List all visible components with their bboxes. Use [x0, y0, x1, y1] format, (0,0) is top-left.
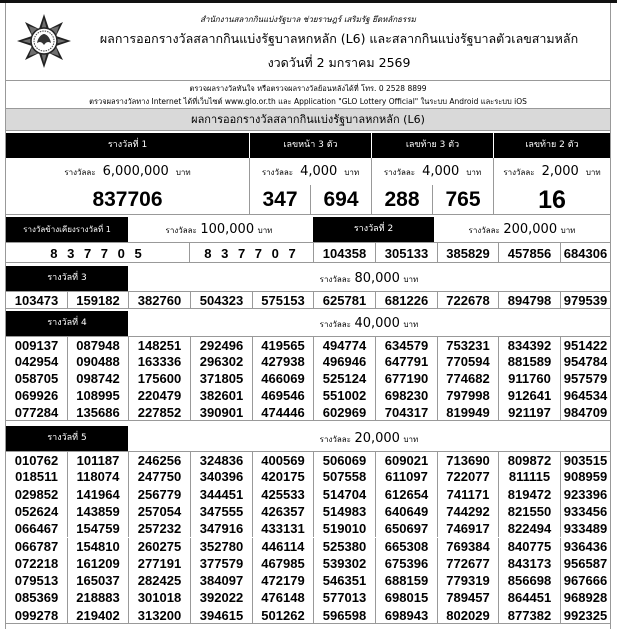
amount-currency: บาท [403, 435, 419, 444]
fourth-prize-header: รางวัลที่ 4 [6, 311, 128, 336]
fifth-prize-number: 344451 [190, 486, 252, 503]
fourth-prize-number: 634579 [375, 336, 437, 353]
fifth-prize-number: 154759 [67, 520, 128, 537]
fifth-prize-number: 476148 [252, 589, 313, 606]
fifth-prize-number: 501262 [252, 607, 313, 624]
fifth-prize-number: 819472 [498, 486, 560, 503]
fourth-prize-number: 087948 [67, 336, 128, 353]
fourth-prize-number: 175600 [128, 370, 190, 387]
third-prize-header: รางวัลที่ 3 [6, 266, 128, 291]
fifth-prize-number: 384097 [190, 572, 252, 589]
first-prize-header: รางวัลที่ 1 [6, 133, 249, 158]
fourth-prize-number: 148251 [128, 336, 190, 353]
amount-value: 200,000 [503, 222, 558, 237]
fifth-prize-number: 992325 [560, 607, 610, 624]
fourth-prize-number: 774682 [437, 370, 498, 387]
fifth-prize-amount [128, 426, 610, 451]
fifth-prize-number: 324836 [190, 451, 252, 468]
amount-currency: บาท [403, 275, 419, 284]
fourth-prize-number: 466069 [252, 370, 313, 387]
fifth-prize-number: 802029 [437, 607, 498, 624]
amount-prefix: รางวัลละ [468, 226, 500, 235]
amount-currency: บาท [257, 226, 273, 235]
fourth-prize-number: 647791 [375, 353, 437, 370]
fifth-prize-number: 260275 [128, 538, 190, 555]
fourth-prize-number: 496946 [313, 353, 375, 370]
second-prize-number: 104358 [313, 242, 375, 263]
amount-value: 100,000 [200, 222, 255, 237]
amount-value: 2,000 [541, 164, 579, 179]
third-prize-amount [128, 266, 610, 291]
org-motto: สำนักงานสลากกินแบ่งรัฐบาล ช่วยราษฎร์ เสริมรัฐ ยึดหลักธรรม [200, 15, 416, 24]
fifth-prize-number: 609021 [375, 451, 437, 468]
fifth-prize-number: 154810 [67, 538, 128, 555]
fifth-prize-number: 247750 [128, 468, 190, 485]
first-prize-number: 837706 [6, 185, 249, 215]
fifth-prize-number: 079513 [6, 572, 67, 589]
amount-currency: บาท [585, 168, 601, 177]
fourth-prize-number: 525124 [313, 370, 375, 387]
fifth-prize-number: 821550 [498, 503, 560, 520]
fourth-prize-number: 921197 [498, 404, 560, 421]
fourth-prize-number: 163336 [128, 353, 190, 370]
fourth-prize-number: 753231 [437, 336, 498, 353]
fifth-prize-number: 218883 [67, 589, 128, 606]
fourth-prize-number: 382601 [190, 387, 252, 404]
first-prize-amount [6, 158, 249, 185]
amount-value: 6,000,000 [102, 164, 169, 179]
fifth-prize-number: 741171 [437, 486, 498, 503]
fourth-prize-number: 797998 [437, 387, 498, 404]
third-prize-number: 979539 [560, 291, 610, 309]
fifth-prize-number: 072218 [6, 555, 67, 572]
fourth-prize-number: 108995 [67, 387, 128, 404]
fifth-prize-number: 347916 [190, 520, 252, 537]
fifth-prize-number: 143859 [67, 503, 128, 520]
fifth-prize-number: 908959 [560, 468, 610, 485]
fifth-prize-number: 257232 [128, 520, 190, 537]
fifth-prize-number: 840775 [498, 538, 560, 555]
fifth-prize-number: 968928 [560, 589, 610, 606]
fifth-prize-number: 665308 [375, 538, 437, 555]
second-prize-number: 457856 [498, 242, 560, 263]
amount-value: 4,000 [300, 164, 338, 179]
fifth-prize-number: 282425 [128, 572, 190, 589]
front3-amount [249, 158, 371, 185]
second-prize-header: รางวัลที่ 2 [313, 217, 434, 242]
fourth-prize-number: 098742 [67, 370, 128, 387]
fifth-prize-number: 779319 [437, 572, 498, 589]
fifth-prize-number: 698943 [375, 607, 437, 624]
amount-currency: บาท [344, 168, 360, 177]
fifth-prize-number: 877382 [498, 607, 560, 624]
fourth-prize-number: 077284 [6, 404, 67, 421]
amount-value: 80,000 [354, 271, 400, 286]
last3-header: เลขท้าย 3 ตัว [371, 133, 493, 158]
fourth-prize-number: 227852 [128, 404, 190, 421]
fourth-prize-number: 474446 [252, 404, 313, 421]
fifth-prize-number: 843173 [498, 555, 560, 572]
fifth-prize-number: 956587 [560, 555, 610, 572]
fifth-prize-number: 933456 [560, 503, 610, 520]
amount-prefix: รางวัลละ [64, 168, 96, 177]
fourth-prize-number: 069926 [6, 387, 67, 404]
fifth-prize-number: 650697 [375, 520, 437, 537]
last3-number: 288 [371, 185, 432, 215]
fourth-prize-number: 819949 [437, 404, 498, 421]
fifth-prize-number: 506069 [313, 451, 375, 468]
fifth-prize-number: 392022 [190, 589, 252, 606]
fifth-prize-number: 165037 [67, 572, 128, 589]
fourth-prize-number: 954784 [560, 353, 610, 370]
fifth-prize-number: 256779 [128, 486, 190, 503]
fifth-prize-number: 029852 [6, 486, 67, 503]
fifth-prize-number: 789457 [437, 589, 498, 606]
second-prize-amount [434, 217, 610, 242]
fifth-prize-number: 811115 [498, 468, 560, 485]
fourth-prize-number: 371805 [190, 370, 252, 387]
fifth-prize-number: 933489 [560, 520, 610, 537]
third-prize-number: 894798 [498, 291, 560, 309]
fifth-prize-number: 161209 [67, 555, 128, 572]
fifth-prize-number: 340396 [190, 468, 252, 485]
third-prize-number: 722678 [437, 291, 498, 309]
fifth-prize-header: รางวัลที่ 5 [6, 426, 128, 451]
fourth-prize-number: 984709 [560, 404, 610, 421]
fifth-prize-number: 099278 [6, 607, 67, 624]
fourth-prize-number: 135686 [67, 404, 128, 421]
amount-prefix: รางวัลละ [319, 435, 351, 444]
last3-amount [371, 158, 493, 185]
fifth-prize-number: 519010 [313, 520, 375, 537]
fifth-prize-number: 698015 [375, 589, 437, 606]
fourth-prize-number: 698230 [375, 387, 437, 404]
fifth-prize-number: 257054 [128, 503, 190, 520]
fifth-prize-number: 809872 [498, 451, 560, 468]
fourth-prize-number: 090488 [67, 353, 128, 370]
fifth-prize-number: 420175 [252, 468, 313, 485]
amount-value: 20,000 [354, 431, 400, 446]
fifth-prize-number: 772677 [437, 555, 498, 572]
third-prize-number: 681226 [375, 291, 437, 309]
amount-value: 4,000 [422, 164, 460, 179]
amount-prefix: รางวัลละ [319, 275, 351, 284]
fifth-prize-number: 967666 [560, 572, 610, 589]
fifth-prize-number: 313200 [128, 607, 190, 624]
fifth-prize-number: 744292 [437, 503, 498, 520]
fifth-prize-number: 539302 [313, 555, 375, 572]
fourth-prize-number: 419565 [252, 336, 313, 353]
l6-section-title: ผลการออกรางวัลสลากกินแบ่งรัฐบาลหกหลัก (L6) [6, 108, 610, 131]
fifth-prize-number: 822494 [498, 520, 560, 537]
fifth-prize-number: 688159 [375, 572, 437, 589]
fourth-prize-number: 494774 [313, 336, 375, 353]
fifth-prize-number: 052624 [6, 503, 67, 520]
page-title: ผลการออกรางวัลสลากกินแบ่งรัฐบาลหกหลัก (L6) และสลากกินแบ่งรัฐบาลตัวเลขสามหลัก [99, 31, 579, 46]
last2-header: เลขท้าย 2 ตัว [493, 133, 610, 158]
third-prize-number: 103473 [6, 291, 67, 309]
fifth-prize-number: 640649 [375, 503, 437, 520]
fifth-prize-number: 010762 [6, 451, 67, 468]
second-prize-number: 385829 [437, 242, 498, 263]
fifth-prize-number: 514704 [313, 486, 375, 503]
fourth-prize-number: 220479 [128, 387, 190, 404]
fifth-prize-number: 722077 [437, 468, 498, 485]
amount-prefix: รางวัลละ [319, 320, 351, 329]
fourth-prize-number: 296302 [190, 353, 252, 370]
fifth-prize-number: 352780 [190, 538, 252, 555]
fourth-prize-number: 912641 [498, 387, 560, 404]
fifth-prize-number: 577013 [313, 589, 375, 606]
last2-number: 16 [493, 185, 610, 215]
fourth-prize-number: 390901 [190, 404, 252, 421]
fifth-prize-number: 018511 [6, 468, 67, 485]
fifth-prize-number: 347555 [190, 503, 252, 520]
fifth-prize-number: 118074 [67, 468, 128, 485]
fifth-prize-number: 066787 [6, 538, 67, 555]
fifth-prize-number: 864451 [498, 589, 560, 606]
fifth-prize-number: 675396 [375, 555, 437, 572]
last2-amount [493, 158, 610, 185]
fourth-prize-number: 957579 [560, 370, 610, 387]
fourth-prize-number: 602969 [313, 404, 375, 421]
fifth-prize-number: 433131 [252, 520, 313, 537]
last3-number: 765 [432, 185, 493, 215]
fourth-prize-number: 551002 [313, 387, 375, 404]
fifth-prize-number: 141964 [67, 486, 128, 503]
fifth-prize-number: 611097 [375, 468, 437, 485]
fifth-prize-number: 085369 [6, 589, 67, 606]
fourth-prize-number: 951422 [560, 336, 610, 353]
fifth-prize-number: 903515 [560, 451, 610, 468]
fifth-prize-number: 219402 [67, 607, 128, 624]
fifth-prize-number: 596598 [313, 607, 375, 624]
front3-number: 694 [310, 185, 371, 215]
fifth-prize-number: 301018 [128, 589, 190, 606]
fifth-prize-number: 394615 [190, 607, 252, 624]
amount-currency: บาท [403, 320, 419, 329]
fifth-prize-number: 066467 [6, 520, 67, 537]
amount-prefix: รางวัลละ [165, 226, 197, 235]
near-first-number: 8 3 7 7 0 7 [189, 242, 313, 263]
fifth-prize-number: 467985 [252, 555, 313, 572]
fifth-prize-number: 277191 [128, 555, 190, 572]
near-first-header: รางวัลข้างเคียงรางวัลที่ 1 [6, 217, 128, 242]
amount-prefix: รางวัลละ [383, 168, 416, 177]
fifth-prize-number: 246256 [128, 451, 190, 468]
front3-header: เลขหน้า 3 ตัว [249, 133, 371, 158]
fifth-prize-number: 713690 [437, 451, 498, 468]
near-first-number: 8 3 7 7 0 5 [6, 242, 189, 263]
fifth-prize-number: 377579 [190, 555, 252, 572]
fifth-prize-number: 472179 [252, 572, 313, 589]
fifth-prize-number: 612654 [375, 486, 437, 503]
fourth-prize-number: 427938 [252, 353, 313, 370]
fifth-prize-number: 426357 [252, 503, 313, 520]
contact-phone: ตรวจผลรางวัลทันใจ หรือตรวจผลรางวัลย้อนหลังได้ที่ โทร. 0 2528 8899 [189, 84, 427, 93]
amount-prefix: รางวัลละ [261, 168, 294, 177]
fifth-prize-number: 446114 [252, 538, 313, 555]
fourth-prize-number: 292496 [190, 336, 252, 353]
second-prize-number: 305133 [375, 242, 437, 263]
amount-currency: บาท [175, 168, 191, 177]
fifth-prize-number: 769384 [437, 538, 498, 555]
contact-internet: ตรวจผลรางวัลทาง Internet ได้ที่เว็บไซต์ www.glo.or.th และ Application "GLO Lottery Official" ในระบบ Android และระบบ iOS [89, 97, 527, 106]
third-prize-number: 625781 [313, 291, 375, 309]
third-prize-number: 575153 [252, 291, 313, 309]
fourth-prize-number: 834392 [498, 336, 560, 353]
fourth-prize-number: 704317 [375, 404, 437, 421]
fifth-prize-number: 746917 [437, 520, 498, 537]
third-prize-number: 504323 [190, 291, 252, 309]
third-prize-number: 159182 [67, 291, 128, 309]
front3-number: 347 [249, 185, 310, 215]
fifth-prize-number: 936436 [560, 538, 610, 555]
fourth-prize-amount [128, 311, 610, 336]
fourth-prize-number: 964534 [560, 387, 610, 404]
fourth-prize-number: 881589 [498, 353, 560, 370]
second-prize-number: 684306 [560, 242, 610, 263]
fourth-prize-number: 469546 [252, 387, 313, 404]
fifth-prize-number: 546351 [313, 572, 375, 589]
near-first-amount [128, 217, 310, 242]
amount-currency: บาท [560, 226, 576, 235]
fourth-prize-number: 911760 [498, 370, 560, 387]
amount-currency: บาท [466, 168, 482, 177]
third-prize-number: 382760 [128, 291, 190, 309]
divider [6, 80, 610, 81]
fourth-prize-number: 009137 [6, 336, 67, 353]
fourth-prize-number: 770594 [437, 353, 498, 370]
fourth-prize-number: 677190 [375, 370, 437, 387]
fifth-prize-number: 400569 [252, 451, 313, 468]
fifth-prize-number: 856698 [498, 572, 560, 589]
fifth-prize-number: 507558 [313, 468, 375, 485]
fourth-prize-number: 042954 [6, 353, 67, 370]
amount-value: 40,000 [354, 316, 400, 331]
fifth-prize-number: 101187 [67, 451, 128, 468]
page-header [6, 3, 610, 80]
fifth-prize-number: 525380 [313, 538, 375, 555]
draw-date: งวดวันที่ 2 มกราคม 2569 [267, 55, 411, 70]
fifth-prize-number: 425533 [252, 486, 313, 503]
fourth-prize-number: 058705 [6, 370, 67, 387]
fifth-prize-number: 514983 [313, 503, 375, 520]
amount-prefix: รางวัลละ [503, 168, 535, 177]
fifth-prize-number: 923396 [560, 486, 610, 503]
